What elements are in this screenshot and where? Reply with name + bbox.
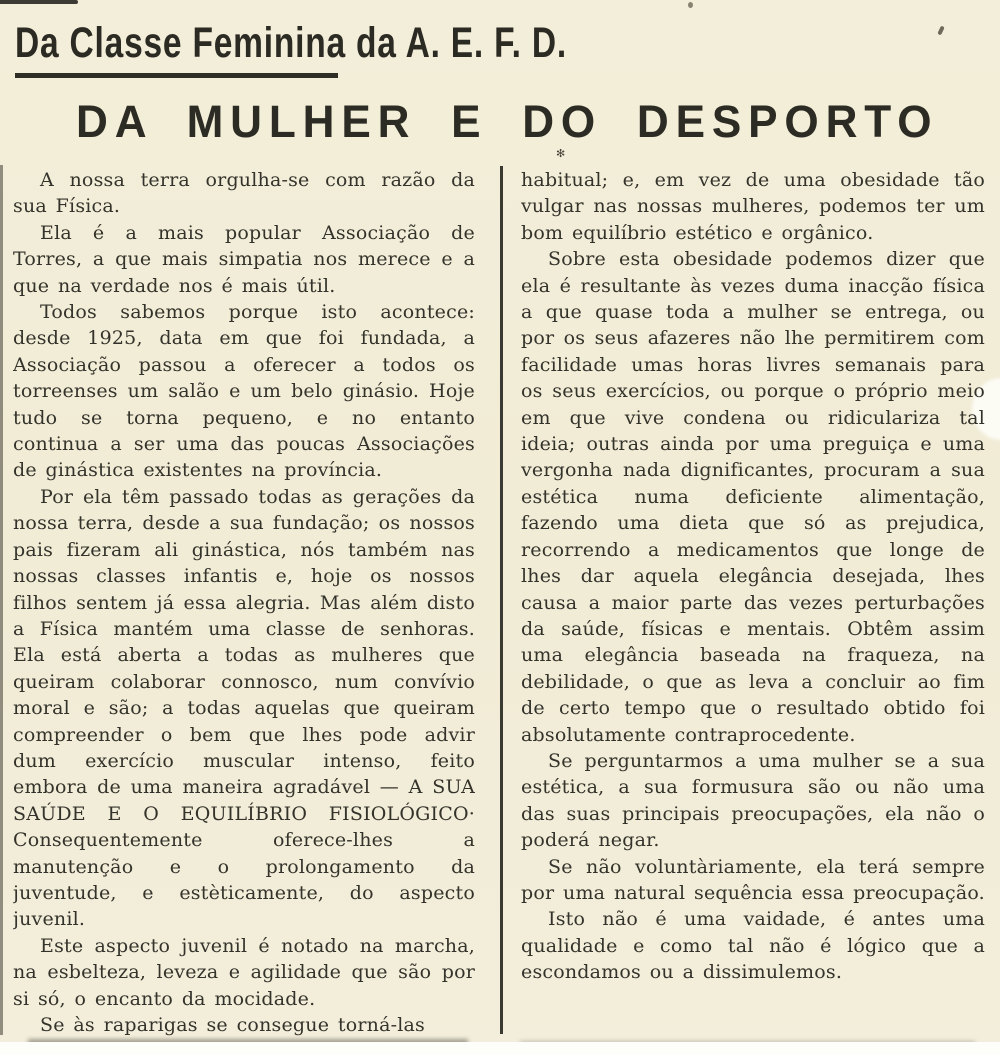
kicker-headline-block [15, 20, 615, 78]
paragraph: Todos sabemos porque isto acontece: desde 1925, data em que foi fundada, a Associação passou a oferecer a todos os torreenses um salão e um belo ginásio. Hoje tudo se torna pequeno, e no entanto continua a ser uma das poucas Associações de ginástica existentes na província. [13, 301, 475, 482]
scan-edge-artifact [0, 0, 78, 4]
scan-edge-artifact [0, 165, 3, 1035]
paragraph: A nossa terra orgulha-se com razão da sua Física. [13, 169, 475, 218]
paragraph: Isto não é uma vaidade, é antes uma qualidade e como tal não é lógico que a escondamos ou a dissimulemos. [521, 908, 985, 984]
right-column [521, 167, 985, 1043]
paragraph: Ela é a mais popular Associação de Torres, a que mais simpatia nos merece e a que na verdade nos é mais útil. [13, 221, 475, 297]
ink-speck [937, 26, 944, 36]
paragraph: Sobre esta obesidade podemos dizer que ela é resultante às vezes duma inacção física a que quase toda a mulher se entrega, ou por os seus afazeres não lhe permitirem com facilidade umas horas livres semanais para os seus exercícios, ou porque o próprio meio em que vive condena ou ridiculariza tal ideia; outras ainda por uma preguiça e uma vergonha nada dignificantes, procuram a sua estética numa deficiente alimentação, fazendo uma dieta que só as prejudica, recorrendo a medicamentos que longe de lhes dar aquela elegância desejada, lhes causa a maior parte das vezes perturbações da saúde, físicas e mentais. Obtêm assim uma elegância baseada na fraqueza, na debilidade, o que as leva a concluir ao fim de certo tempo que o resultado obtido foi absolutamente contraprocedente. [521, 248, 985, 746]
paragraph: Se às raparigas se consegue torná-las [40, 1014, 425, 1036]
left-column [13, 167, 475, 1043]
paragraph: Se não voluntàriamente, ela terá sempre por uma natural sequência essa preocupação. [521, 855, 985, 904]
ink-speck [688, 2, 693, 8]
article-title: DA MULHER E DO DESPORTO [76, 96, 939, 147]
paragraph: Este aspecto juvenil é notado na marcha, na esbelteza, leveza e agilidade que são por si só, o encanto da mocidade. [13, 934, 475, 1010]
column-divider-rule [500, 166, 503, 1034]
scan-edge-strip [0, 1042, 1000, 1055]
kicker-headline: Da Classe Feminina da A. E. F. D. [15, 19, 567, 67]
ornament-ink-mark: ✻ [556, 147, 566, 160]
paragraph: habitual; e, em vez de uma obesidade tão vulgar nas nossas mulheres, podemos ter um bom equilíbrio estético e orgânico. [521, 169, 985, 244]
paragraph: Se perguntarmos a uma mulher se a sua estética, a sua formusura são ou não uma das suas principais preocupações, ela não o poderá negar. [521, 749, 985, 852]
kicker-underline [15, 73, 338, 78]
paragraph: Por ela têm passado todas as gerações da nossa terra, desde a sua fundação; os nossos pais fizeram ali ginástica, nós também nas nossas classes infantis e, hoje os nossos filhos sentem já essa alegria. Mas além disto a Física mantém uma classe de senhoras. Ela está aberta a todas as mulheres que queiram colaborar connosco, num convívio moral e são; a todas aquelas que queiram compreender o bem que lhes pode advir dum exercício muscular intenso, feito embora de uma maneira agradável — A SUA SAÚDE E O EQUILÍBRIO FISIOLÓGICO· Consequentemente oferece-lhes a manutenção e o prolongamento da juventude, e estèticamente, do aspecto juvenil. [13, 485, 475, 931]
